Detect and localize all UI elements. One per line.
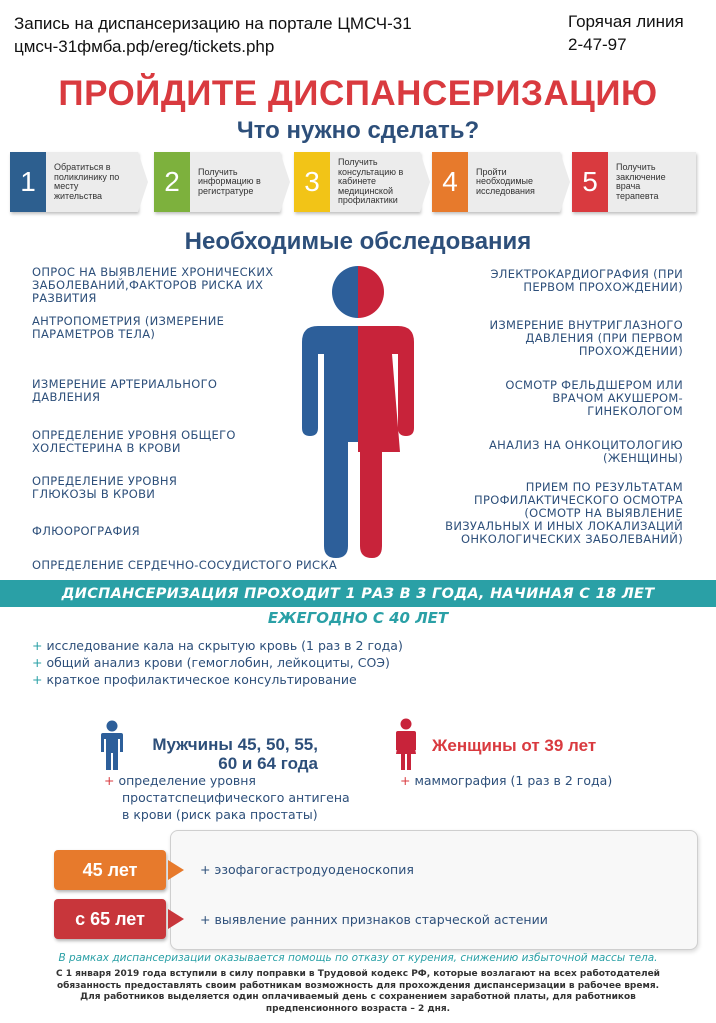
- step-3: [294, 152, 420, 212]
- step-2: [154, 152, 280, 212]
- step-number: 4: [432, 152, 468, 212]
- step-text: Получить информацию в регистратуре: [198, 166, 261, 196]
- human-figure-icon: [296, 262, 420, 562]
- registration-info: [14, 12, 412, 58]
- list-item: + краткое профилактическое консультирование: [32, 672, 357, 687]
- page-subtitle: Что нужно сделать?: [236, 117, 480, 144]
- hotline-info: [568, 10, 684, 56]
- labor-law-note: С 1 января 2019 года вступили в силу поправки в Трудовой кодекс РФ, которые возлагают на всех работодателей обязанность предоставлять своим работникам возможность для прохождения диспансеризации в рабочее время. Для работников выделяется один оплачиваемый день с сохранением заработной платы, для работников предпенсионного возраста – 2 дня.: [56, 969, 660, 1014]
- women-item: + маммография (1 раз в 2 года): [400, 773, 613, 788]
- step-text: Получить консультацию в кабинете медицинской профилактики: [338, 157, 404, 206]
- step-number: 1: [10, 152, 46, 212]
- exam-left-5: ОПРЕДЕЛЕНИЕ УРОВНЯ ГЛЮКОЗЫ В КРОВИ: [32, 474, 178, 501]
- men-title: Мужчины 45, 50, 55, 60 и 64 года: [152, 735, 318, 773]
- woman-icon: [394, 718, 418, 772]
- age-text-45: + эзофагогастродуоденоскопия: [200, 862, 414, 877]
- yearly-heading: ЕЖЕГОДНО С 40 ЛЕТ: [267, 609, 449, 627]
- step-4: [432, 152, 560, 212]
- exam-right-3: ОСМОТР ФЕЛЬДШЕРОМ ИЛИ ВРАЧОМ АКУШЕРОМ-ГИНЕКОЛОГОМ: [505, 378, 683, 418]
- hotline-label: Горячая линия: [568, 12, 684, 31]
- exam-left-3: ИЗМЕРЕНИЕ АРТЕРИАЛЬНОГО ДАВЛЕНИЯ: [32, 377, 218, 404]
- exam-left-2: АНТРОПОМЕТРИЯ (ИЗМЕРЕНИЕ ПАРАМЕТРОВ ТЕЛА): [32, 314, 225, 341]
- exam-right-4: АНАЛИЗ НА ОНКОЦИТОЛОГИЮ (ЖЕНЩИНЫ): [489, 438, 683, 465]
- step-number: 3: [294, 152, 330, 212]
- women-title: Женщины от 39 лет: [432, 736, 597, 755]
- hotline-number: 2-47-97: [568, 35, 627, 54]
- arrow-right-icon: [168, 860, 184, 880]
- exams-title: Необходимые обследования: [184, 228, 532, 255]
- frequency-banner: [0, 580, 716, 607]
- man-icon: [100, 720, 124, 772]
- exam-left-6: ФЛЮОРОГРАФИЯ: [32, 524, 140, 538]
- step-1: [10, 152, 138, 212]
- registration-link[interactable]: цмсч-31фмба.рф/ereg/tickets.php: [14, 37, 275, 56]
- yearly-list: [32, 637, 403, 688]
- step-number: 2: [154, 152, 190, 212]
- step-number: 5: [572, 152, 608, 212]
- step-5: [572, 152, 696, 212]
- assistance-note: В рамках диспансеризации оказывается помощь по отказу от курения, снижению избыточной массы тела.: [58, 952, 658, 964]
- age-badge-65: с 65 лет: [54, 899, 166, 939]
- age-badge-45: 45 лет: [54, 850, 166, 890]
- exam-right-1: ЭЛЕКТРОКАРДИОГРАФИЯ (ПРИ ПЕРВОМ ПРОХОЖДЕНИИ): [490, 267, 683, 294]
- exam-left-1: ОПРОС НА ВЫЯВЛЕНИЕ ХРОНИЧЕСКИХ ЗАБОЛЕВАНИЙ,ФАКТОРОВ РИСКА ИХ РАЗВИТИЯ: [32, 265, 274, 305]
- arrow-right-icon: [168, 909, 184, 929]
- steps-row: [10, 152, 700, 214]
- list-item: + общий анализ крови (гемоглобин, лейкоциты, СОЭ): [32, 655, 390, 670]
- men-item: + определение уровня простатспецифического антигена в крови (риск рака простаты): [104, 773, 350, 822]
- exam-right-2: ИЗМЕРЕНИЕ ВНУТРИГЛАЗНОГО ДАВЛЕНИЯ (ПРИ ПЕРВОМ ПРОХОЖДЕНИИ): [489, 318, 683, 358]
- exam-left-4: ОПРЕДЕЛЕНИЕ УРОВНЯ ОБЩЕГО ХОЛЕСТЕРИНА В КРОВИ: [32, 428, 236, 455]
- exam-left-7: ОПРЕДЕЛЕНИЕ СЕРДЕЧНО-СОСУДИСТОГО РИСКА: [32, 558, 337, 572]
- exam-right-5: ПРИЕМ ПО РЕЗУЛЬТАТАМ ПРОФИЛАКТИЧЕСКОГО ОСМОТРА (ОСМОТР НА ВЫЯВЛЕНИЕ ВИЗУАЛЬНЫХ И ИНЫХ ЛОКАЛИЗАЦИЙ ОНКОЛОГИЧЕСКИХ ЗАБОЛЕВАНИЙ): [445, 480, 683, 546]
- page-title: ПРОЙДИТЕ ДИСПАНСЕРИЗАЦИЮ: [58, 74, 658, 113]
- registration-line: Запись на диспансеризацию на портале ЦМСЧ-31: [14, 14, 412, 33]
- step-text: Пройти необходимые исследования: [476, 166, 535, 196]
- age-panel: [170, 830, 698, 950]
- step-text: Получить заключение врача терапевта: [616, 162, 666, 201]
- list-item: + исследование кала на скрытую кровь (1 раз в 2 года): [32, 638, 403, 653]
- step-text: Обратиться в поликлинику по месту жительства: [54, 162, 120, 201]
- age-text-65: + выявление ранних признаков старческой астении: [200, 912, 548, 927]
- frequency-text: ДИСПАНСЕРИЗАЦИЯ ПРОХОДИТ 1 РАЗ В 3 ГОДА, НАЧИНАЯ С 18 ЛЕТ: [61, 585, 655, 602]
